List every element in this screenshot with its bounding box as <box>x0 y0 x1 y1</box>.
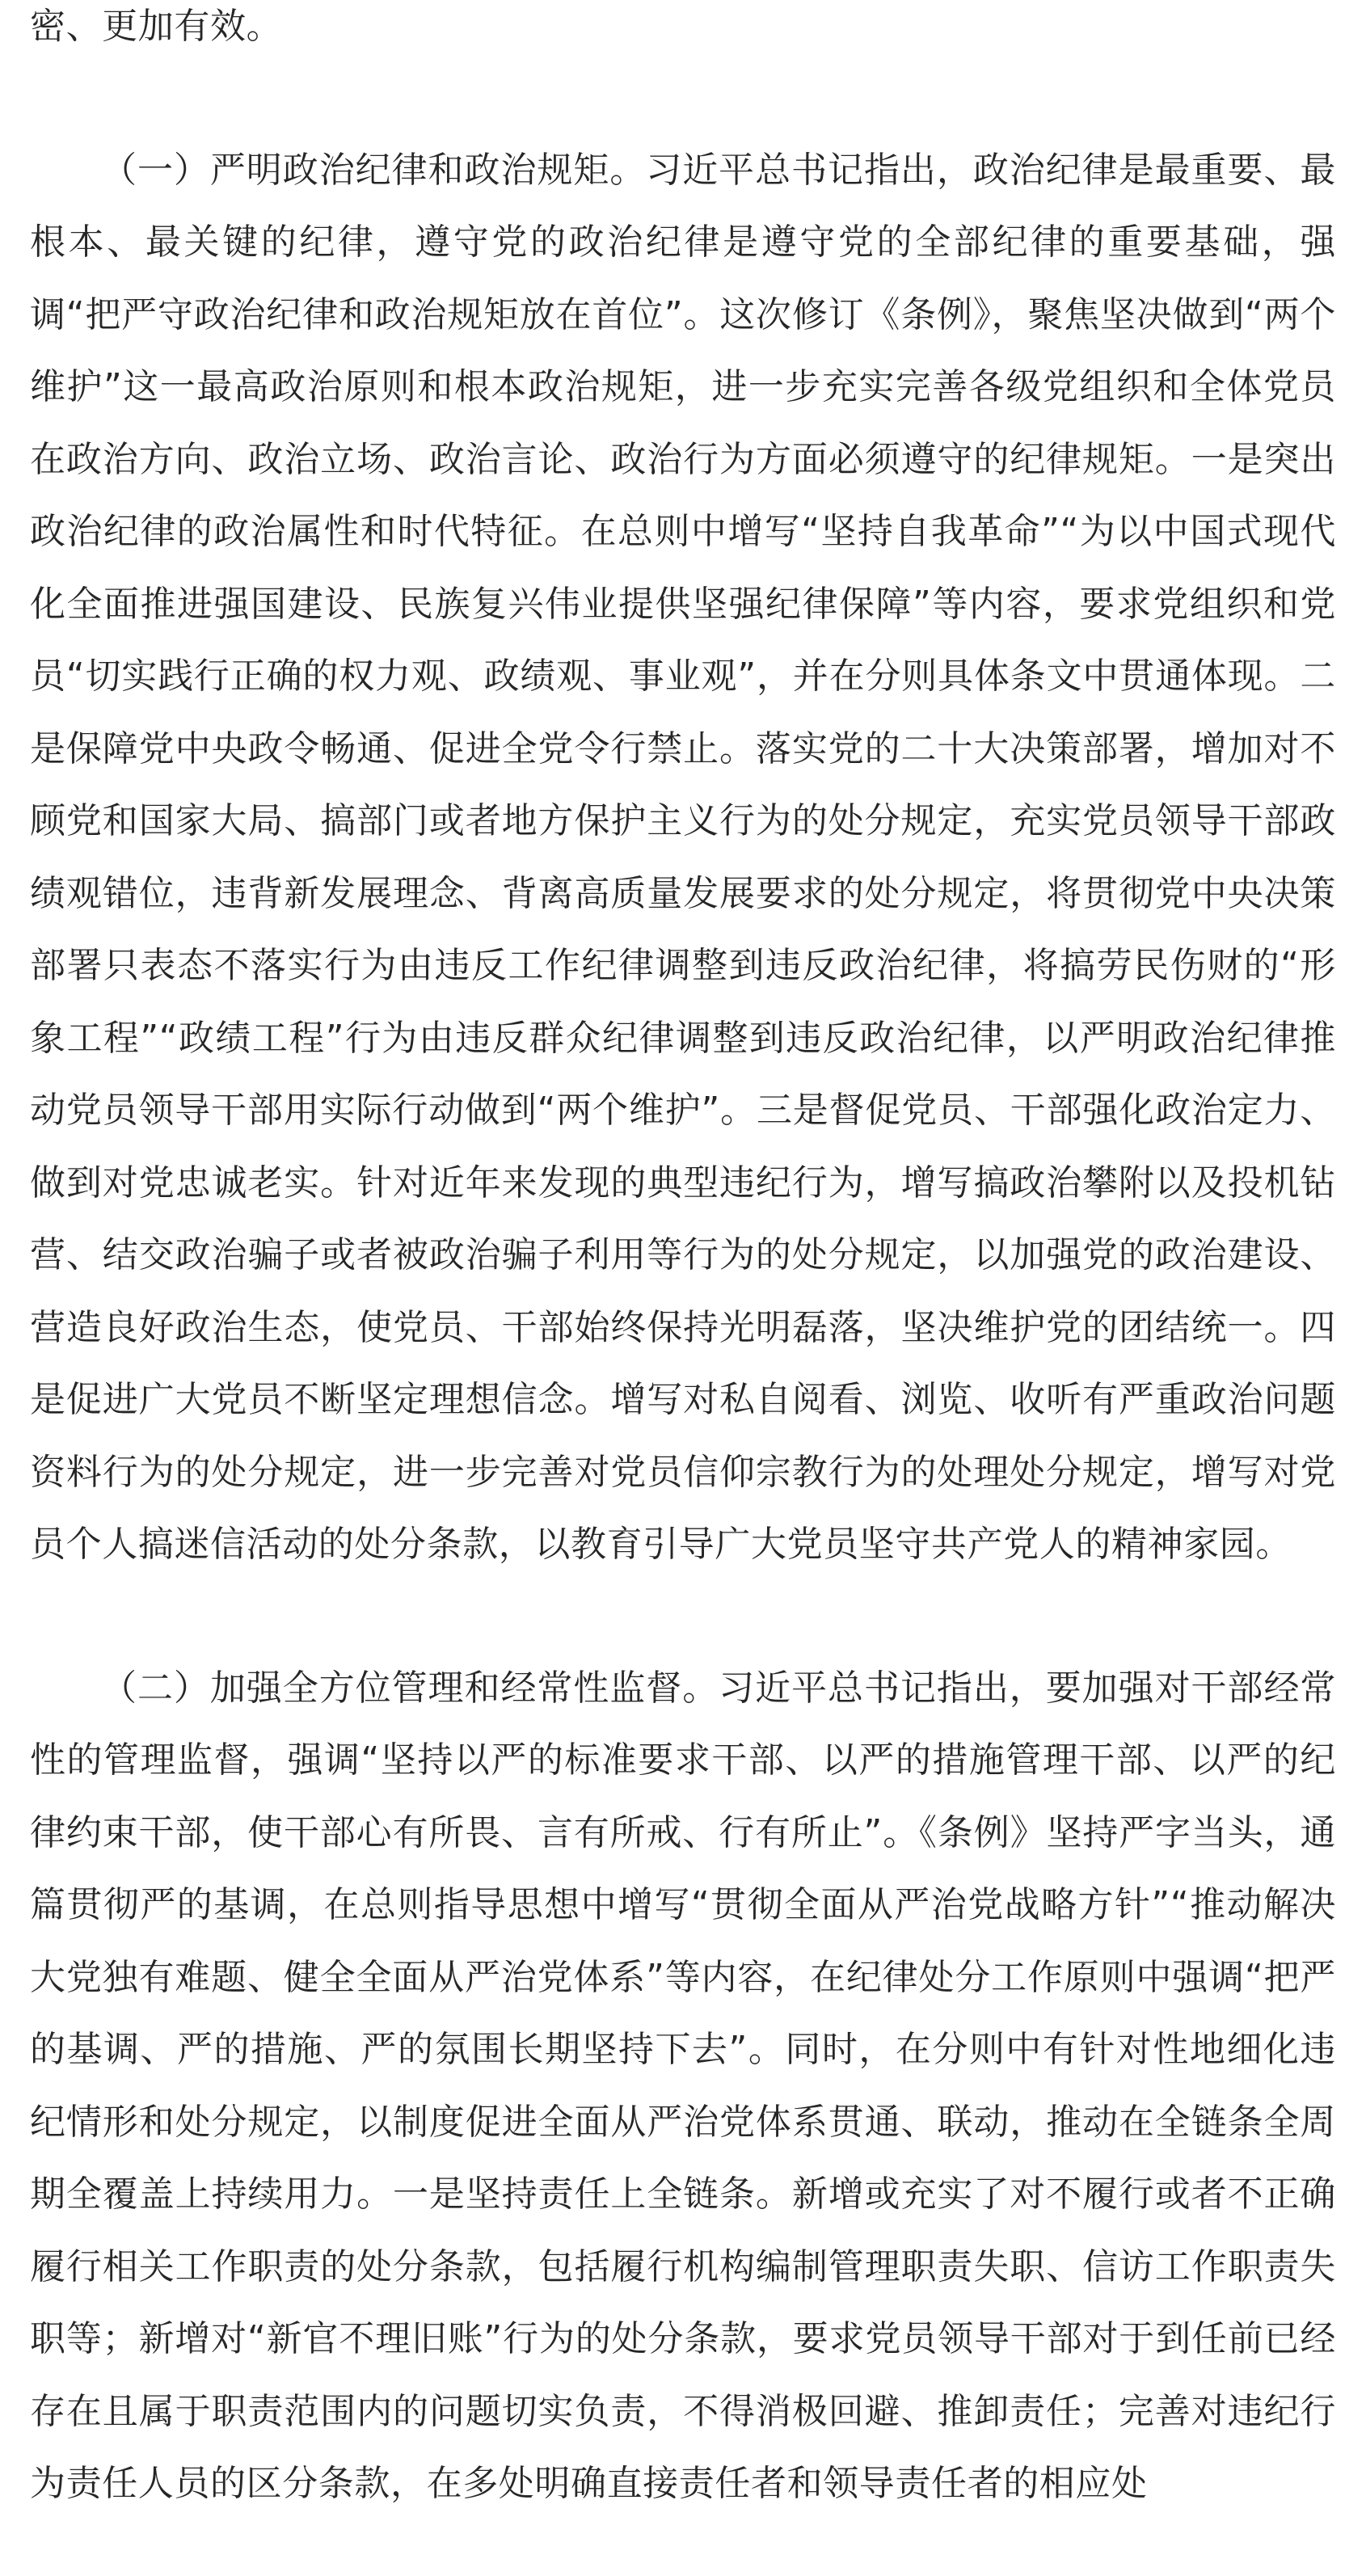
paragraph-gap <box>30 63 1336 134</box>
paragraph-section-1: （一）严明政治纪律和政治规矩。习近平总书记指出，政治纪律是最重要、最根本、最关键的纪律，遵守党的政治纪律是遵守党的全部纪律的重要基础，强调“把严守政治纪律和政治规矩放在首位”。这次修订《条例》，聚焦坚决做到“两个维护”这一最高政治原则和根本政治规矩，进一步充实完善各级党组织和全体党员在政治方向、政治立场、政治言论、政治行为方面必须遵守的纪律规矩。一是突出政治纪律的政治属性和时代特征。在总则中增写“坚持自我革命”“为以中国式现代化全面推进强国建设、民族复兴伟业提供坚强纪律保障”等内容，要求党组织和党员“切实践行正确的权力观、政绩观、事业观”，并在分则具体条文中贯通体现。二是保障党中央政令畅通、促进全党令行禁止。落实党的二十大决策部署，增加对不顾党和国家大局、搞部门或者地方保护主义行为的处分规定，充实党员领导干部政绩观错位，违背新发展理念、背离高质量发展要求的处分规定，将贯彻党中央决策部署只表态不落实行为由违反工作纪律调整到违反政治纪律，将搞劳民伤财的“形象工程”“政绩工程”行为由违反群众纪律调整到违反政治纪律，以严明政治纪律推动党员领导干部用实际行动做到“两个维护”。三是督促党员、干部强化政治定力、做到对党忠诚老实。针对近年来发现的典型违纪行为，增写搞政治攀附以及投机钻营、结交政治骗子或者被政治骗子利用等行为的处分规定，以加强党的政治建设、营造良好政治生态，使党员、干部始终保持光明磊落，坚决维护党的团结统一。四是促进广大党员不断坚定理想信念。增写对私自阅看、浏览、收听有严重政治问题资料行为的处分规定，进一步完善对党员信仰宗教行为的处理处分规定，增写对党员个人搞迷信活动的处分条款，以教育引导广大党员坚守共产党人的精神家园。 <box>30 149 1336 1565</box>
paragraph-fragment: 密、更加有效。 <box>30 6 283 47</box>
paragraph-gap <box>30 1581 1336 1652</box>
article-body <box>30 0 1336 2520</box>
paragraph-section-2: （二）加强全方位管理和经常性监督。习近平总书记指出，要加强对干部经常性的管理监督，强调“坚持以严的标准要求干部、以严的措施管理干部、以严的纪律约束干部，使干部心有所畏、言有所戒、行有所止”。《条例》坚持严字当头，通篇贯彻严的基调，在总则指导思想中增写“贯彻全面从严治党战略方针”“推动解决大党独有难题、健全全面从严治党体系”等内容，在纪律处分工作原则中强调“把严的基调、严的措施、严的氛围长期坚持下去”。同时，在分则中有针对性地细化违纪情形和处分规定，以制度促进全面从严治党体系贯通、联动，推动在全链条全周期全覆盖上持续用力。一是坚持责任上全链条。新增或充实了对不履行或者不正确履行相关工作职责的处分条款，包括履行机构编制管理职责失职、信访工作职责失职等；新增对“新官不理旧账”行为的处分条款，要求党员领导干部对于到任前已经存在且属于职责范围内的问题切实负责，不得消极回避、推卸责任；完善对违纪行为责任人员的区分条款，在多处明确直接责任者和领导责任者的相应处 <box>30 1667 1336 2504</box>
